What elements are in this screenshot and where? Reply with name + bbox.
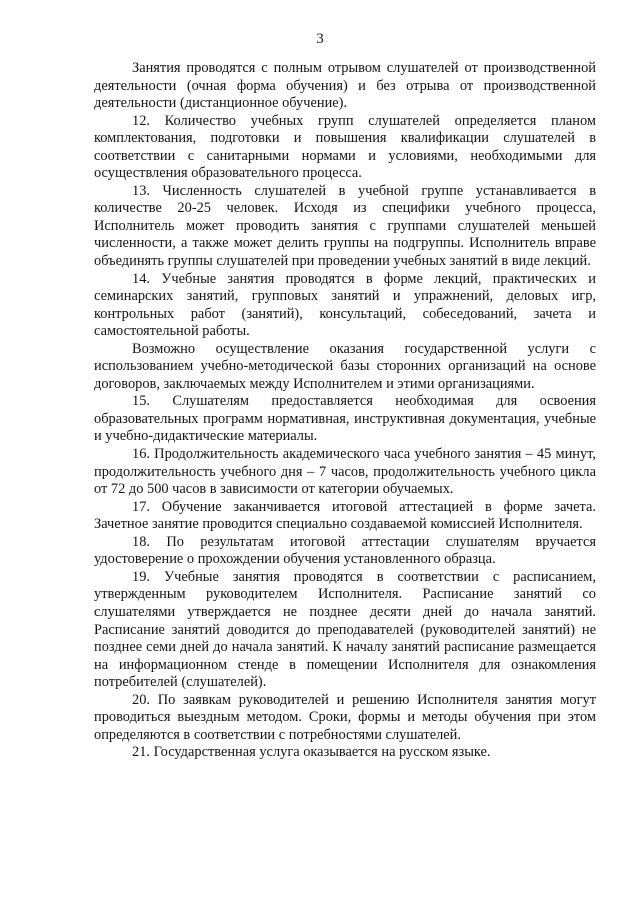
paragraph-12: 12. Количество учебных групп слушателей определяется планом комплектования, подготовки и повышения квалификации слушателей в соответствии с санитарными нормами и условиями, необходимыми для осуществления образовательного процесса. <box>94 112 596 182</box>
paragraph-15: 15. Слушателям предоставляется необходимая для освоения образовательных программ нормативная, инструктивная документация, учебные и учебно-дидактические материалы. <box>94 393 596 445</box>
paragraph-18: 18. По результатам итоговой аттестации слушателям вручается удостоверение о прохождении обучения установленного образца. <box>94 533 596 568</box>
page-number: 3 <box>316 31 324 47</box>
paragraph-20: 20. По заявкам руководителей и решению Исполнителя занятия могут проводиться выездным методом. Сроки, формы и методы обучения при этом определяются в соответствии с потребностями слушателей. <box>94 691 596 743</box>
paragraph-14-note: Возможно осуществление оказания государственной услуги с использованием учебно-методической базы сторонних организаций на основе договоров, заключаемых между Исполнителем и этими организациями. <box>94 340 596 392</box>
paragraph-17: 17. Обучение заканчивается итоговой аттестацией в форме зачета. Зачетное занятие проводится специально создаваемой комиссией Исполнителя. <box>94 498 596 533</box>
paragraph-13: 13. Численность слушателей в учебной группе устанавливается в количестве 20-25 человек. Исходя из специфики учебного процесса, Исполнитель может проводить занятия с группами слушателей меньшей численности, а также может делить группы на подгруппы. Исполнитель вправе объединять группы слушателей при проведении учебных занятий в виде лекций. <box>94 182 596 270</box>
paragraph-19: 19. Учебные занятия проводятся в соответствии с расписанием, утвержденным руководителем Исполнителя. Расписание занятий со слушателями утверждается не позднее десяти дней до начала занятий. Расписание занятий доводится до преподавателей (руководителей занятий) не позднее семи дней до начала занятий. К началу занятий расписание размещается на информационном стенде в помещении Исполнителя для ознакомления потребителей (слушателей). <box>94 568 596 691</box>
paragraph-intro: Занятия проводятся с полным отрывом слушателей от производственной деятельности (очная форма обучения) и без отрыва от производственной деятельности (дистанционное обучение). <box>94 60 596 112</box>
document-body <box>94 60 596 762</box>
paragraph-14: 14. Учебные занятия проводятся в форме лекций, практических и семинарских занятий, групповых занятий и упражнений, деловых игр, контрольных работ (занятий), консультаций, собеседований, зачета и самостоятельной работы. <box>94 270 596 340</box>
paragraph-16: 16. Продолжительность академического часа учебного занятия – 45 минут, продолжительность учебного дня – 7 часов, продолжительность учебного цикла от 72 до 500 часов в зависимости от категории обучаемых. <box>94 446 596 498</box>
paragraph-21: 21. Государственная услуга оказывается на русском языке. <box>132 744 491 761</box>
